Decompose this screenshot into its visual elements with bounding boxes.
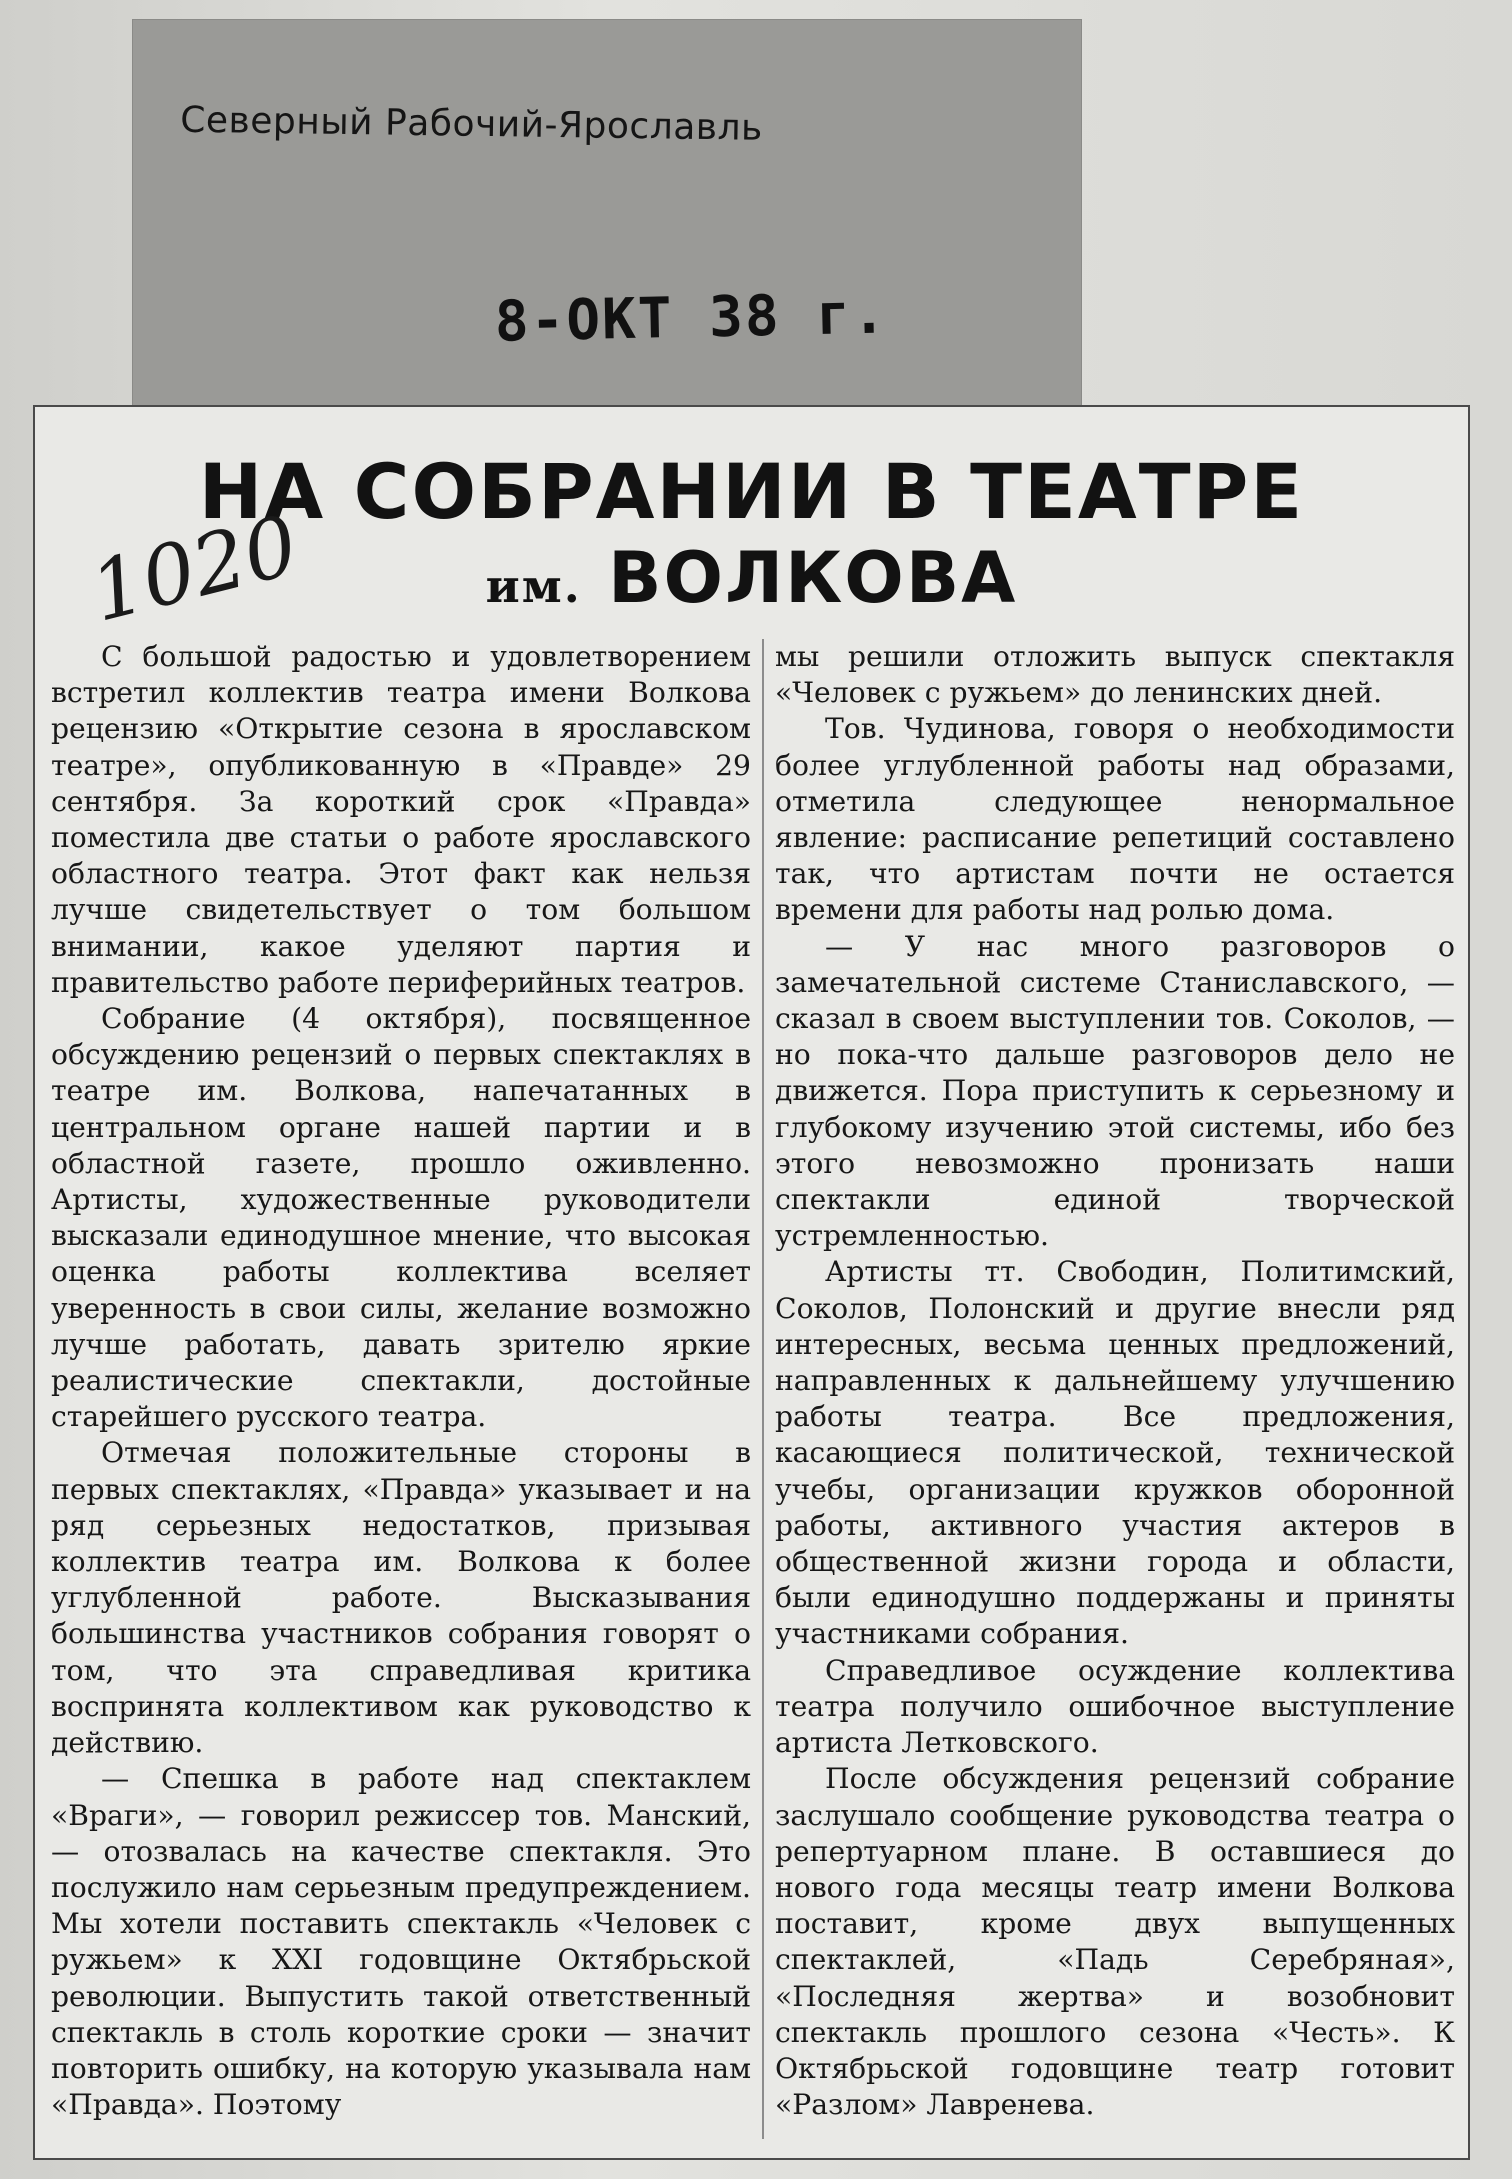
paragraph: Тов. Чудинова, говоря о необходимости более углубленной работы над образами, отметила следующее ненормальное явление: расписание репетиций составлено так, что артистам почти не остается времени для работы над ролью дома. <box>775 712 1455 927</box>
paragraph: мы решили отложить выпуск спектакля «Человек с ружьем» до ленинских дней. <box>775 640 1455 710</box>
column-divider <box>762 639 764 2139</box>
paragraph: — Спешка в работе над спектаклем «Враги», — говорил режиссер тов. Манский, — отозвалась на качестве спектакля. Это послужило нам серьезным предупреждением. Мы хотели поставить спектакль «Человек с ружьем» к XXI годовщине Октябрьской революции. Выпустить такой ответственный спектакль в столь короткие сроки — значит повторить ошибку, на которую указывала нам «Правда». Поэтому <box>51 1762 751 2122</box>
paragraph: После обсуждения рецензий собрание заслушало сообщение руководства театра о репертуарном плане. В оставшиеся до нового года месяцы театр имени Волкова поставит, кроме двух выпущенных спектаклей, «Падь Серебряная», «Последняя жертва» и возобновит спектакль прошлого сезона «Честь». К Октябрьской годовщине театр готовит «Разлом» Лавренева. <box>775 1762 1455 2122</box>
article-column-right <box>775 639 1455 2123</box>
date-stamp: 8-ОКТ 38 г. <box>494 281 889 355</box>
headline-name: ВОЛКОВА <box>608 537 1018 619</box>
paragraph: Справедливое осуждение коллектива театра получило ошибочное выступление артиста Летковского. <box>775 1653 1455 1760</box>
source-label-card <box>133 20 1081 450</box>
article-column-left <box>51 639 751 2123</box>
headline-line-1: НА СОБРАНИИ В ТЕАТРЕ <box>198 447 1305 536</box>
paragraph: Артисты тт. Свободин, Политимский, Соколов, Полонский и другие внесли ряд интересных, весьма ценных предложений, направленных к дальнейшему улучшению работы театра. Все предложения, касающиеся политической, технической учебы, организации кружков оборонной работы, активного участия актеров в общественной жизни города и области, были единодушно поддержаны и приняты участниками собрания. <box>775 1255 1455 1651</box>
paragraph: С большой радостью и удовлетворением встретил коллектив театра имени Волкова рецензию «Открытие сезона в ярославском театре», опубликованную в «Правде» 29 сентября. За короткий срок «Правда» поместила две статьи о работе ярославского областного театра. Этот факт как нельзя лучше свидетельствует о том большом внимании, какое уделяют партия и правительство работе периферийных театров. <box>51 640 751 999</box>
paragraph: — У нас много разговоров о замечательной системе Станиславского, — сказал в своем выступлении тов. Соколов, — но пока-что дальше разговоров дело не движется. Пора приступить к серьезному и глубокому изучению этой системы, ибо без этого невозможно пронизать наши спектакли единой творческой устремленностью. <box>775 929 1455 1253</box>
paragraph: Собрание (4 октября), посвященное обсуждению рецензий о первых спектаклях в театре им. Волкова, напечатанных в центральном органе нашей партии и в областной газете, прошло оживленно. Артисты, художественные руководители высказали единодушное мнение, что высокая оценка работы коллектива вселяет уверенность в свои силы, желание возможно лучше работать, давать зрителю яркие реалистические спектакли, достойные старейшего русского театра. <box>51 1002 751 1434</box>
newspaper-name-stamp: Северный Рабочий-Ярославль <box>179 99 764 149</box>
paragraph: Отмечая положительные стороны в первых спектаклях, «Правда» указывает и на ряд серьезных недостатков, призывая коллектив театра им. Волкова к более углубленной работе. Высказывания большинства участников собрания говорят о том, что эта справедливая критика воспринята коллективом как руководство к действию. <box>51 1436 751 1760</box>
handwritten-number: 1020 <box>81 498 308 641</box>
headline-im: им. <box>485 559 582 613</box>
newspaper-clipping <box>33 405 1470 2160</box>
